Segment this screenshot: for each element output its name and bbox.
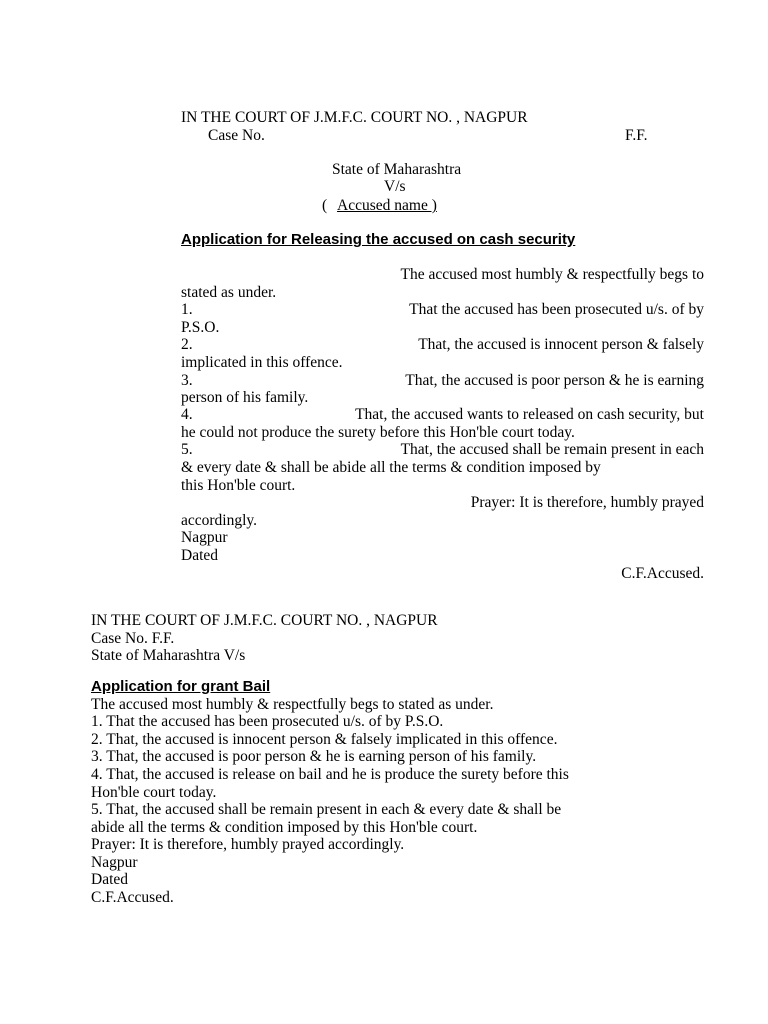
paragraph-text: That, the accused shall be remain present in each <box>400 441 704 458</box>
place-label-2: Nagpur <box>91 854 138 871</box>
paragraph-number: 4. <box>181 406 193 423</box>
intro-line-cont: stated as under. <box>181 284 277 301</box>
state-name: State of Maharashtra <box>332 161 462 178</box>
intro-line: The accused most humbly & respectfully begs to <box>400 266 704 283</box>
paragraph-number: 3. <box>181 372 193 389</box>
paragraph-5-cont: & every date & shall be abide all the terms & condition imposed by <box>181 459 601 476</box>
dated-label: Dated <box>181 547 219 564</box>
versus-label: V/s <box>384 178 406 195</box>
court-heading: IN THE COURT OF J.M.F.C. COURT NO. , NAGPUR <box>181 109 528 126</box>
signature-label-2: C.F.Accused. <box>91 889 174 906</box>
ff-label: F.F. <box>625 127 648 144</box>
paragraph-text: That the accused has been prosecuted u/s. of by <box>409 301 704 318</box>
paragraph-text: That, the accused wants to released on cash security, but <box>355 406 704 423</box>
paragraph-number: 5. <box>181 441 193 458</box>
paragraph-2-cont: implicated in this offence. <box>181 354 343 371</box>
paragraph-text: That, the accused is innocent person & falsely <box>418 336 704 353</box>
paragraph-3-cont: person of his family. <box>181 389 309 406</box>
prayer-line-cont: accordingly. <box>181 512 258 529</box>
body-line: 3. That, the accused is poor person & he is earning person of his family. <box>91 748 537 765</box>
paragraph-4 <box>181 406 704 424</box>
court-heading-2: IN THE COURT OF J.M.F.C. COURT NO. , NAGPUR <box>91 612 438 629</box>
accused-name-line <box>322 197 437 215</box>
place-label: Nagpur <box>181 529 228 546</box>
paragraph-text: That, the accused is poor person & he is earning <box>405 372 704 389</box>
signature-label: C.F.Accused. <box>621 565 704 582</box>
body-line: Hon'ble court today. <box>91 784 217 801</box>
paragraph-5 <box>181 441 704 459</box>
prayer-line-2: Prayer: It is therefore, humbly prayed accordingly. <box>91 836 405 853</box>
case-number-label: Case No. <box>208 127 265 144</box>
accused-open-paren: ( <box>322 197 328 214</box>
paragraph-number: 1. <box>181 301 193 318</box>
case-number-label-2: Case No. F.F. <box>91 630 175 647</box>
application-title: Application for Releasing the accused on cash security <box>181 231 576 248</box>
paragraph-number: 2. <box>181 336 193 353</box>
paragraph-5-cont-2: this Hon'ble court. <box>181 477 296 494</box>
paragraph-4-cont: he could not produce the surety before this Hon'ble court today. <box>181 424 575 441</box>
body-line: 1. That the accused has been prosecuted u/s. of by P.S.O. <box>91 713 444 730</box>
paragraph-1 <box>181 301 704 319</box>
body-line: The accused most humbly & respectfully begs to stated as under. <box>91 696 494 713</box>
accused-name: Accused name ) <box>337 197 437 214</box>
application-title-2: Application for grant Bail <box>91 678 271 695</box>
body-line: 5. That, the accused shall be remain present in each & every date & shall be <box>91 801 562 818</box>
state-versus-line: State of Maharashtra V/s <box>91 647 246 664</box>
body-line: 2. That, the accused is innocent person & falsely implicated in this offence. <box>91 731 558 748</box>
paragraph-1-cont: P.S.O. <box>181 319 220 336</box>
paragraph-3 <box>181 372 704 390</box>
dated-label-2: Dated <box>91 871 129 888</box>
paragraph-2 <box>181 336 704 354</box>
body-line: 4. That, the accused is release on bail and he is produce the surety before this <box>91 766 569 783</box>
body-line: abide all the terms & condition imposed by this Hon'ble court. <box>91 819 478 836</box>
prayer-line: Prayer: It is therefore, humbly prayed <box>470 494 704 511</box>
